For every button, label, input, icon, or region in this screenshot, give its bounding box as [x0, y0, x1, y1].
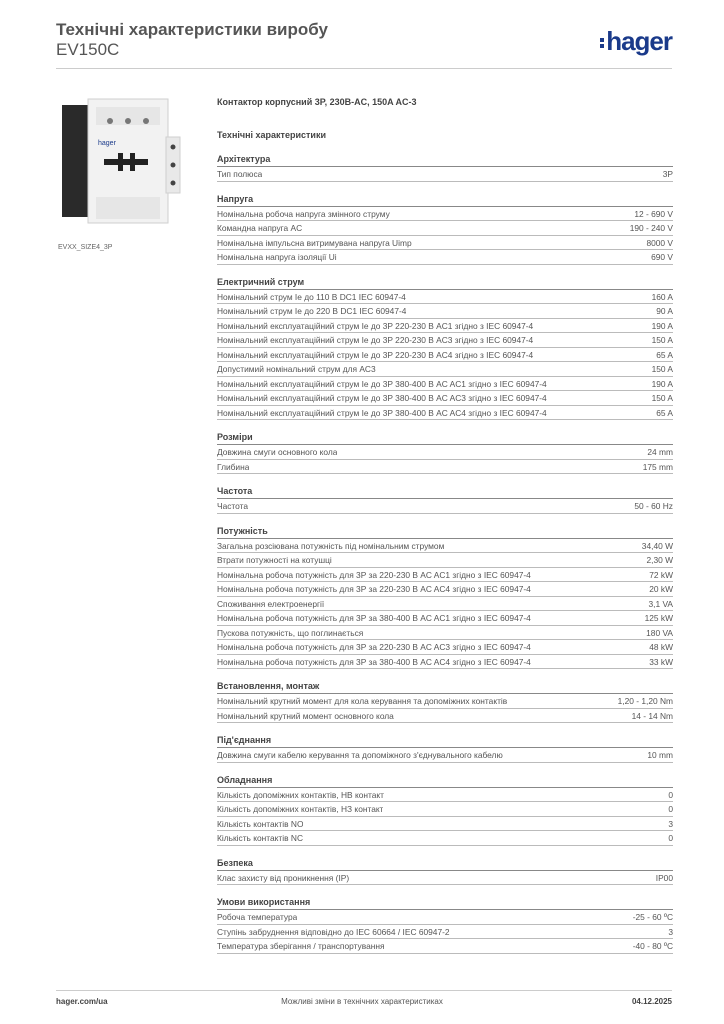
spec-value: 34,40 W [641, 540, 673, 551]
spec-value: 20 kW [649, 584, 673, 594]
spec-row [217, 250, 673, 265]
spec-label: Робоча температура [217, 912, 298, 922]
spec-value: 3P [662, 169, 673, 179]
spec-row [217, 290, 673, 305]
spec-label: Втрати потужності на котушці [217, 555, 332, 565]
section-title: Електричний струм [217, 276, 673, 290]
spec-section [217, 153, 673, 182]
section-title: Обладнання [217, 774, 673, 788]
spec-row [217, 709, 673, 724]
spec-label: Номінальний крутний момент основного кола [217, 710, 394, 721]
section-title: Розміри [217, 431, 673, 445]
spec-value: 125 kW [644, 613, 673, 623]
spec-value: 190 - 240 V [629, 223, 673, 233]
logo-text: hager [606, 26, 672, 56]
spec-row [217, 925, 673, 940]
spec-value: 0 [668, 804, 673, 814]
spec-value: IP00 [655, 872, 673, 883]
spec-row [217, 788, 673, 803]
spec-row [217, 319, 673, 334]
spec-label: Номінальний крутний момент для кола керування та допоміжних контактів [217, 696, 508, 706]
spec-value: 0 [668, 789, 673, 800]
spec-value: 190 A [651, 378, 673, 389]
spec-label: Клас захисту від проникнення (IP) [217, 872, 350, 883]
hager-logo [600, 26, 672, 57]
product-description: Контактор корпусний 3P, 230В-AC, 150A AC-3 [217, 97, 417, 107]
header-divider [56, 68, 672, 69]
spec-row [217, 939, 673, 954]
spec-value: 72 kW [649, 569, 673, 580]
spec-label: Номінальна напруга ізоляції Ui [217, 252, 337, 262]
spec-label: Допустимий номінальний струм для AC3 [217, 364, 376, 374]
spec-value: 10 mm [647, 750, 673, 760]
spec-row [217, 333, 673, 348]
spec-label: Номінальний експлуатаційний струм Ie до 3P 380-400 В AC AC1 згідно з IEC 60947-4 [217, 378, 547, 389]
spec-row [217, 694, 673, 709]
spec-label: Номінальний струм Ie до 110 В DC1 IEC 60947-4 [217, 291, 406, 302]
section-title: Архітектура [217, 153, 673, 167]
section-title: Під'єднання [217, 734, 673, 748]
spec-label: Кількість допоміжних контактів, НЗ контакт [217, 804, 384, 814]
spec-row [217, 655, 673, 670]
spec-label: Кількість допоміжних контактів, НВ контакт [217, 789, 384, 800]
spec-label: Номінальна робоча напруга змінного струму [217, 208, 390, 219]
footer-note: Можливі зміни в технічних характеристиках [281, 997, 443, 1006]
footer-divider [56, 990, 672, 991]
spec-section [217, 485, 673, 514]
spec-label: Номінальна робоча потужність для 3P за 220-230 В AC AC1 згідно з IEC 60947-4 [217, 569, 531, 580]
spec-value: 2,30 W [646, 555, 673, 565]
spec-value: 8000 V [646, 237, 673, 248]
spec-value: 175 mm [642, 461, 673, 472]
spec-section [217, 193, 673, 265]
product-image-logo: hager [98, 140, 116, 147]
footer-website[interactable]: hager.com/ua [56, 997, 108, 1006]
spec-section [217, 525, 673, 670]
spec-value: 3 [668, 926, 673, 937]
spec-value: 3,1 VA [648, 598, 673, 609]
spec-label: Довжина смуги основного кола [217, 447, 338, 457]
spec-sections [217, 153, 673, 954]
image-caption: EVXX_SIZE4_3P [58, 244, 113, 251]
spec-value: 180 VA [646, 627, 673, 638]
spec-value: 190 A [651, 320, 673, 331]
spec-row [217, 831, 673, 846]
spec-value: 690 V [651, 252, 673, 262]
spec-value: 50 - 60 Hz [634, 501, 673, 511]
spec-row [217, 910, 673, 925]
spec-row [217, 640, 673, 655]
spec-value: 12 - 690 V [634, 208, 673, 219]
spec-section [217, 276, 673, 421]
spec-label: Командна напруга AC [217, 223, 303, 233]
spec-main [217, 97, 673, 954]
logo-dots-icon [600, 38, 604, 42]
spec-value: 33 kW [649, 656, 673, 667]
section-title: Умови використання [217, 896, 673, 910]
spec-value: 150 A [651, 393, 673, 403]
section-title: Встановлення, монтаж [217, 680, 673, 694]
spec-row [217, 391, 673, 406]
spec-value: 48 kW [649, 642, 673, 652]
page-title: Технічні характеристики виробу [56, 20, 328, 39]
spec-value: 65 A [656, 407, 673, 418]
spec-row [217, 539, 673, 554]
product-image [58, 97, 186, 227]
spec-value: 3 [668, 818, 673, 829]
product-code: EV150C [56, 40, 120, 59]
spec-row [217, 377, 673, 392]
footer-date: 04.12.2025 [631, 997, 672, 1006]
spec-value: 150 A [651, 364, 673, 374]
section-title: Потужність [217, 525, 673, 539]
spec-value: 90 A [656, 306, 673, 316]
spec-label: Номінальна імпульсна витримувана напруга Uimp [217, 237, 412, 248]
spec-label: Номінальний експлуатаційний струм Ie до 3P 220-230 В AC1 згідно з IEC 60947-4 [217, 320, 534, 331]
spec-label: Кількість контактів NO [217, 818, 304, 829]
spec-value: -40 - 80 ºC [632, 941, 673, 951]
spec-label: Номінальний експлуатаційний струм Ie до 3P 220-230 В AC3 згідно з IEC 60947-4 [217, 335, 534, 345]
spec-row [217, 362, 673, 377]
spec-section [217, 857, 673, 886]
spec-row [217, 460, 673, 475]
section-title: Напруга [217, 193, 673, 207]
spec-row [217, 802, 673, 817]
spec-label: Тип полюса [217, 169, 263, 179]
spec-value: 14 - 14 Nm [631, 710, 673, 721]
spec-label: Номінальна робоча потужність для 3P за 220-230 В AC AC4 згідно з IEC 60947-4 [217, 584, 531, 594]
spec-label: Глибина [217, 461, 250, 472]
spec-label: Пускова потужність, що поглинається [217, 627, 364, 638]
spec-label: Ступінь забруднення відповідно до IEC 60664 / IEC 60947-2 [217, 926, 450, 937]
spec-value: 65 A [656, 349, 673, 360]
spec-row [217, 304, 673, 319]
spec-row [217, 553, 673, 568]
spec-label: Кількість контактів NC [217, 833, 303, 843]
spec-row [217, 445, 673, 460]
spec-value: 1,20 - 1,20 Nm [617, 696, 673, 706]
spec-section [217, 680, 673, 723]
spec-row [217, 582, 673, 597]
spec-label: Номінальний струм Ie до 220 В DC1 IEC 60947-4 [217, 306, 407, 316]
spec-row [217, 221, 673, 236]
spec-section [217, 774, 673, 846]
spec-value: -25 - 60 ºC [632, 912, 673, 922]
spec-row [217, 597, 673, 612]
spec-label: Споживання електроенергії [217, 598, 325, 609]
spec-label: Номінальний експлуатаційний струм Ie до 3P 380-400 В AC AC4 згідно з IEC 60947-4 [217, 407, 547, 418]
spec-row [217, 748, 673, 763]
spec-row [217, 499, 673, 514]
spec-label: Номінальна робоча потужність для 3P за 380-400 В AC AC1 згідно з IEC 60947-4 [217, 613, 531, 623]
spec-value: 24 mm [647, 447, 673, 457]
spec-section [217, 734, 673, 763]
spec-row [217, 817, 673, 832]
spec-row [217, 611, 673, 626]
spec-label: Частота [217, 501, 249, 511]
spec-value: 0 [668, 833, 673, 843]
spec-row [217, 167, 673, 182]
spec-value: 160 A [651, 291, 673, 302]
spec-row [217, 348, 673, 363]
spec-row [217, 236, 673, 251]
spec-label: Загальна розсіювана потужність під номінальним струмом [217, 540, 445, 551]
spec-row [217, 626, 673, 641]
spec-row [217, 871, 673, 886]
spec-value: 150 A [651, 335, 673, 345]
section-title: Безпека [217, 857, 673, 871]
spec-label: Номінальний експлуатаційний струм Ie до 3P 380-400 В AC AC3 згідно з IEC 60947-4 [217, 393, 547, 403]
spec-label: Довжина смуги кабелю керування та допоміжного з'єднувального кабелю [217, 750, 503, 760]
spec-row [217, 406, 673, 421]
spec-section [217, 431, 673, 474]
spec-label: Номінальна робоча потужність для 3P за 220-230 В AC AC3 згідно з IEC 60947-4 [217, 642, 531, 652]
spec-label: Температура зберігання / транспортування [217, 941, 385, 951]
section-title: Частота [217, 485, 673, 499]
spec-row [217, 207, 673, 222]
spec-label: Номінальна робоча потужність для 3P за 380-400 В AC AC4 згідно з IEC 60947-4 [217, 656, 531, 667]
spec-label: Номінальний експлуатаційний струм Ie до 3P 220-230 В AC4 згідно з IEC 60947-4 [217, 349, 534, 360]
spec-heading: Технічні характеристики [217, 130, 326, 140]
spec-row [217, 568, 673, 583]
spec-section [217, 896, 673, 954]
